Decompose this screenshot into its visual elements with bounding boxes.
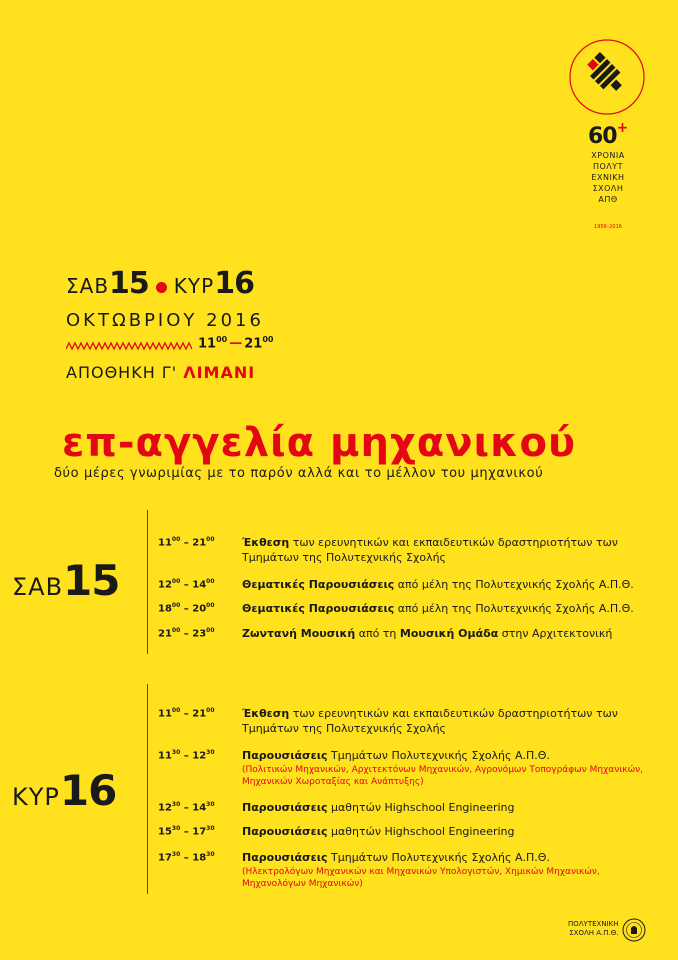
- polytechnic-logo-icon: [568, 38, 646, 116]
- zigzag-divider-icon: [66, 341, 192, 351]
- page-title: επ-αγγελία μηχανικού: [62, 420, 576, 466]
- schedule-time: $11^{30} - 12^{30}$: [158, 749, 215, 762]
- schedule-time: $12^{00} - 14^{00}$: [158, 578, 215, 591]
- schedule-item: Έκθεση των ερευνητικών και εκπαιδευτικών δραστηριοτήτων των Τμημάτων της Πολυτεχνικής Σχολής: [242, 707, 618, 735]
- footer-institution: ΠΟΛΥΤΕΧΝΙΚΗ ΣΧΟΛΗ Α.Π.Θ.: [568, 920, 619, 937]
- schedule-item: Θεματικές Παρουσιάσεις από μέλη της Πολυτεχνικής Σχολής Α.Π.Θ.: [242, 578, 634, 591]
- day1-label: ΣΑΒ: [66, 274, 110, 298]
- event-month: ΟΚΤΩΒΡΙΟΥ 2016: [66, 310, 264, 331]
- day1-divider: [147, 510, 148, 654]
- anniversary-number: 60+: [588, 120, 628, 149]
- schedule-item: Παρουσιάσεις Τμημάτων Πολυτεχνικής Σχολής Α.Π.Θ. (Ηλεκτρολόγων Μηχανικών και Μηχανικών Υπολογιστών, Χημικών Μηχανικών, Μηχανολόγων Μηχανικών): [242, 850, 662, 890]
- day2-heading: ΚΥΡ16: [12, 766, 117, 815]
- anniversary-years: 1956–2016: [594, 224, 622, 230]
- day2-label: ΚΥΡ: [173, 274, 215, 298]
- schedule-item: Παρουσιάσεις μαθητών Highschool Engineering: [242, 825, 515, 838]
- schedule-time: $17^{30} - 18^{30}$: [158, 851, 215, 864]
- schedule-time: $11^{00} - 21^{00}$: [158, 536, 215, 549]
- schedule-item: Παρουσιάσεις Τμημάτων Πολυτεχνικής Σχολής Α.Π.Θ. (Πολιτικών Μηχανικών, Αρχιτεκτόνων Μηχανικών, Αγρονόμων Τοπογράφων Μηχανικών, Μηχανικών Χωροταξίας και Ανάπτυξης): [242, 748, 662, 788]
- schedule-time: $11^{00} - 21^{00}$: [158, 707, 215, 720]
- schedule-time: $12^{30} - 14^{30}$: [158, 801, 215, 814]
- anniversary-line: ΣΧΟΛΗ: [592, 184, 624, 193]
- schedule-item: Παρουσιάσεις μαθητών Highschool Engineering: [242, 801, 515, 814]
- schedule-item-details: (Πολιτικών Μηχανικών, Αρχιτεκτόνων Μηχανικών, Αγρονόμων Τοπογράφων Μηχανικών, Μηχανικών Χωροταξίας και Ανάπτυξης): [242, 765, 644, 787]
- day2-divider: [147, 684, 148, 894]
- anniversary-line: ΑΠΘ: [598, 195, 618, 204]
- event-hours: $11^{00}$ — $21^{00}$: [198, 335, 274, 352]
- schedule-item: Ζωντανή Μουσική από τη Μουσική Ομάδα στην Αρχιτεκτονική: [242, 627, 613, 640]
- page-subtitle: δύο μέρες γνωριμίας με το παρόν αλλά και το μέλλον του μηχανικού: [54, 466, 544, 481]
- university-seal-icon: [622, 918, 646, 942]
- red-dot-icon: [156, 282, 167, 293]
- event-venue: ΑΠΟΘΗΚΗ Γ' ΛΙΜΑΝΙ: [66, 363, 256, 382]
- schedule-item: Έκθεση των ερευνητικών και εκπαιδευτικών δραστηριοτήτων των Τμημάτων της Πολυτεχνικής Σχολής: [242, 536, 618, 564]
- anniversary-line: ΧΡΟΝΙΑ: [591, 151, 625, 160]
- day1-heading: ΣΑΒ15: [12, 556, 120, 605]
- schedule-time: $15^{30} - 17^{30}$: [158, 825, 215, 838]
- day1-number: 15: [109, 266, 149, 301]
- schedule-time: $21^{00} - 23^{00}$: [158, 627, 215, 640]
- schedule-item-details: (Ηλεκτρολόγων Μηχανικών και Μηχανικών Υπολογιστών, Χημικών Μηχανικών, Μηχανολόγων Μηχανικών): [242, 867, 600, 889]
- day2-number: 16: [214, 266, 254, 301]
- anniversary-line: ΕΧΝΙΚΗ: [591, 173, 625, 182]
- anniversary-line: ΠΟΛΥΤ: [592, 162, 624, 171]
- schedule-item: Θεματικές Παρουσιάσεις από μέλη της Πολυτεχνικής Σχολής Α.Π.Θ.: [242, 602, 634, 615]
- schedule-time: $18^{00} - 20^{00}$: [158, 602, 215, 615]
- event-dates: [66, 266, 254, 301]
